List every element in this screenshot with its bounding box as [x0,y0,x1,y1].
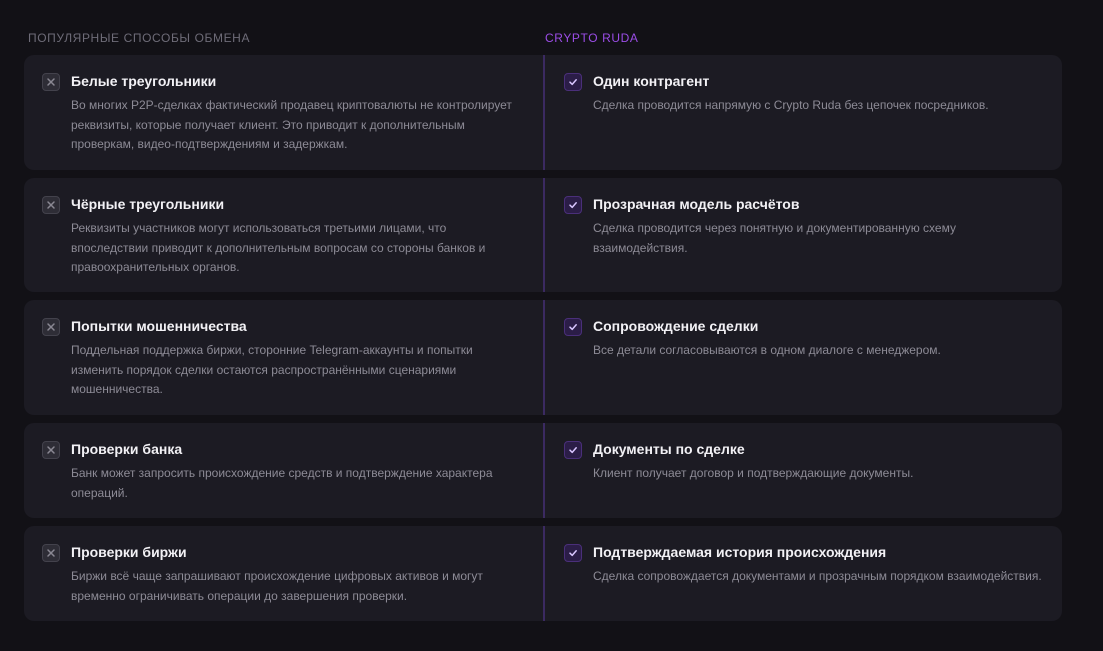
popular-method-desc: Биржи всё чаще запрашивают происхождение цифровых активов и могут временно ограничивать операции до завершения проверки. [71,569,483,603]
popular-method-title: Попытки мошенничества [71,318,247,334]
comparison-row [24,55,1062,170]
check-icon [564,544,582,562]
x-icon [42,544,60,562]
check-icon [564,196,582,214]
crypto-ruda-desc: Сделка проводится через понятную и документированную схему взаимодействия. [593,221,956,255]
popular-method-desc: Во многих P2P-сделках фактический продавец криптовалюты не контролирует реквизиты, которые получает клиент. Это приводит к дополнительным проверкам, видео-подтверждениям и задержкам. [71,98,512,151]
popular-method-title: Белые треугольники [71,73,217,89]
crypto-ruda-cell [545,55,1062,170]
crypto-ruda-title: Сопровождение сделки [593,318,759,334]
crypto-ruda-desc: Все детали согласовываются в одном диалоге с менеджером. [593,343,941,357]
x-icon [42,73,60,91]
popular-method-cell [24,178,543,292]
crypto-ruda-desc: Сделка сопровождается документами и прозрачным порядком взаимодействия. [593,569,1042,583]
crypto-ruda-title: Один контрагент [593,73,710,89]
crypto-ruda-title: Прозрачная модель расчётов [593,196,800,212]
popular-method-title: Проверки биржи [71,544,187,560]
comparison-row [24,526,1062,621]
x-icon [42,441,60,459]
check-icon [564,73,582,91]
x-icon [42,196,60,214]
comparison-row [24,178,1062,292]
popular-method-desc: Реквизиты участников могут использоваться третьими лицами, что впоследствии приводит к дополнительным вопросам со стороны банков и правоохранительных органов. [71,221,486,274]
x-icon [42,318,60,336]
popular-method-desc: Поддельная поддержка биржи, сторонние Telegram-аккаунты и попытки изменить порядок сделки остаются распространёнными сценариями мошенничества. [71,343,473,396]
check-icon [564,441,582,459]
popular-methods-header: ПОПУЛЯРНЫЕ СПОСОБЫ ОБМЕНА [28,31,251,45]
popular-method-cell [24,55,543,170]
comparison-row [24,423,1062,518]
popular-method-desc: Банк может запросить происхождение средств и подтверждение характера операций. [71,466,493,500]
crypto-ruda-cell [545,178,1062,292]
crypto-ruda-header: CRYPTO RUDA [545,31,639,45]
popular-method-cell [24,526,543,621]
popular-method-cell [24,300,543,415]
crypto-ruda-cell [545,526,1062,621]
crypto-ruda-cell [545,300,1062,415]
comparison-row [24,300,1062,415]
crypto-ruda-desc: Сделка проводится напрямую с Crypto Ruda без цепочек посредников. [593,98,989,112]
check-icon [564,318,582,336]
comparison-rows [24,55,1062,629]
popular-method-title: Чёрные треугольники [71,196,225,212]
crypto-ruda-title: Подтверждаемая история происхождения [593,544,887,560]
crypto-ruda-title: Документы по сделке [593,441,745,457]
crypto-ruda-desc: Клиент получает договор и подтверждающие документы. [593,466,914,480]
popular-method-cell [24,423,543,518]
popular-method-title: Проверки банка [71,441,183,457]
crypto-ruda-cell [545,423,1062,518]
